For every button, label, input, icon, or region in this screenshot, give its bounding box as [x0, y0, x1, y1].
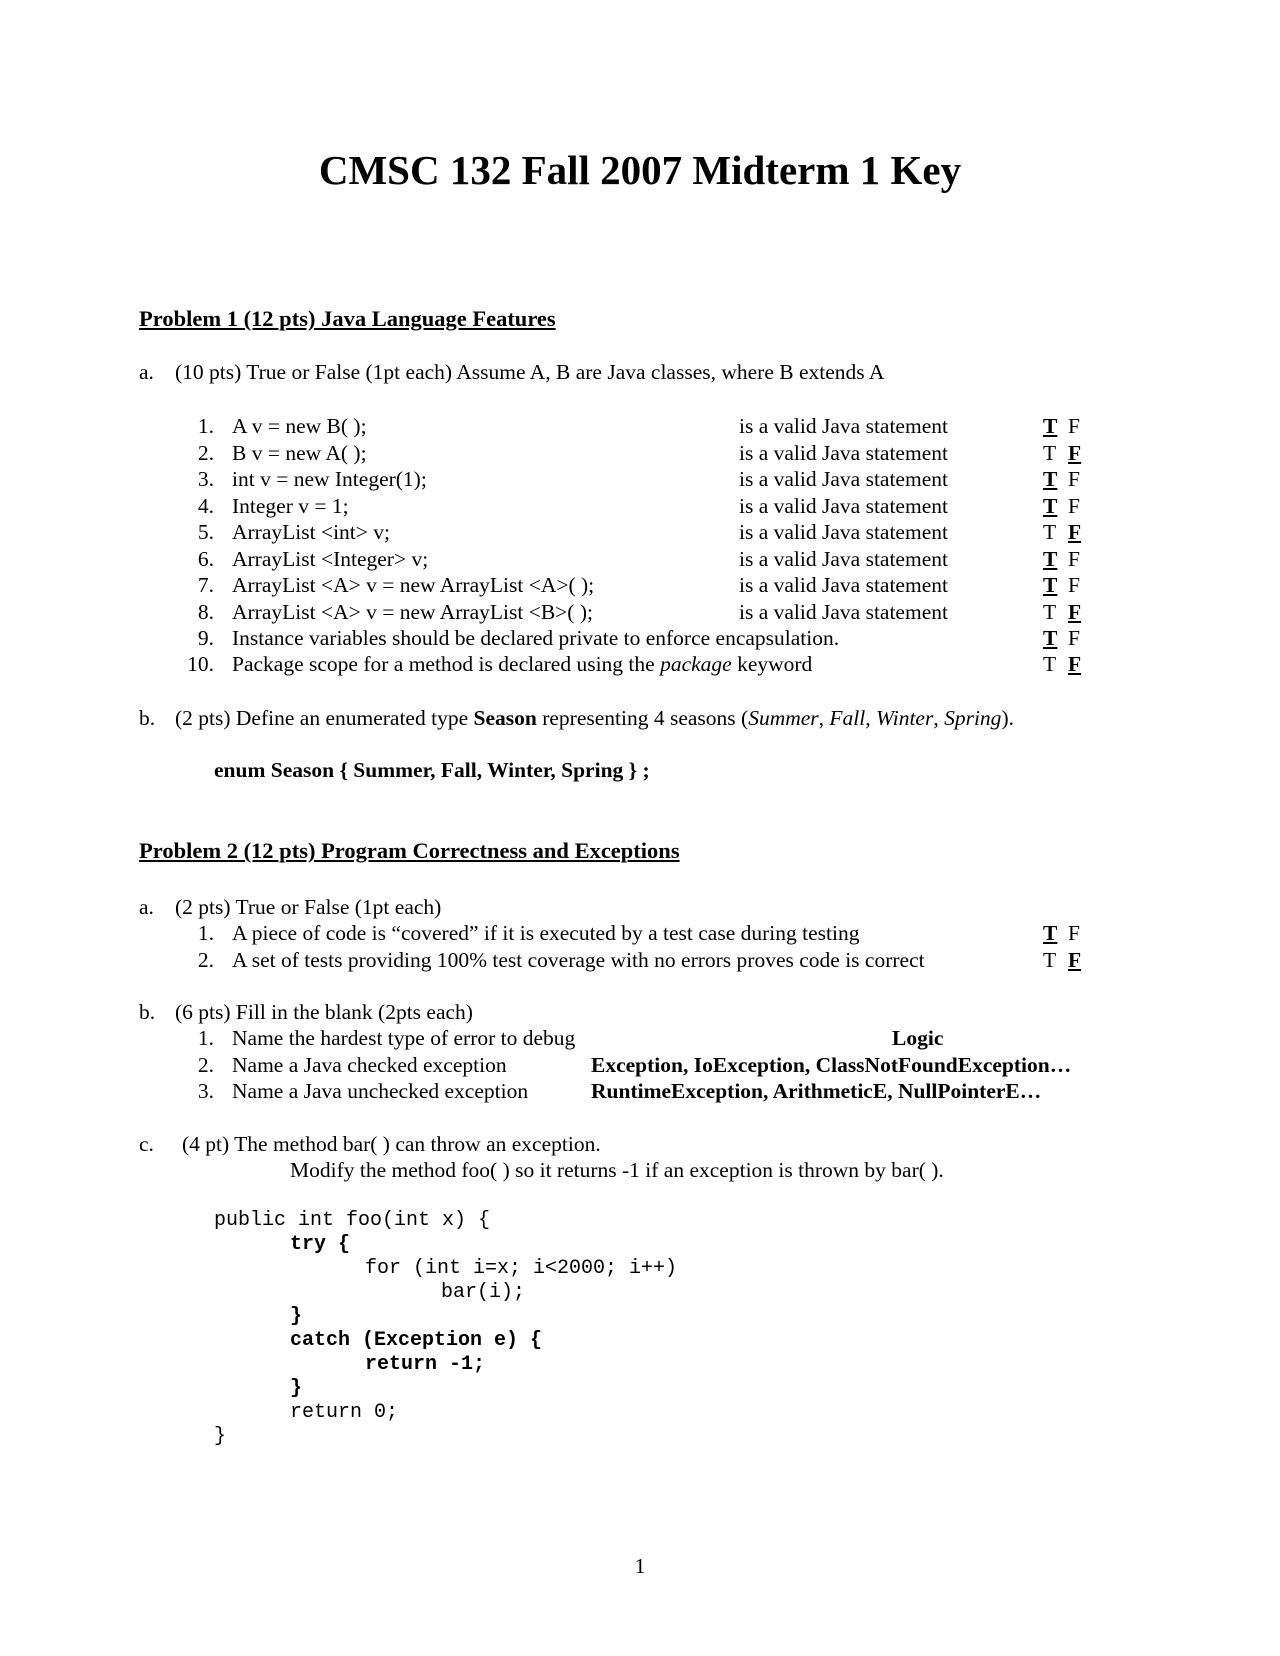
p1-item9-num: 9.	[197, 626, 214, 650]
p1-item2-false-answer: F	[1068, 441, 1082, 465]
p2b-item3-text: Name a Java unchecked exception	[232, 1079, 529, 1103]
p1-item6-false: F	[1068, 547, 1080, 571]
p1-item3-false: F	[1068, 467, 1080, 491]
p1-item1-text: A v = new B( );	[232, 414, 367, 438]
p1b-text: (2 pts) Define an enumerated type Season representing 4 seasons (Summer, Fall, Winter, Spring).	[175, 706, 1014, 730]
p2c-text-1: (4 pt) The method bar( ) can throw an exception.	[182, 1132, 601, 1156]
p1-item7-num: 7.	[197, 573, 214, 597]
page-title: CMSC 132 Fall 2007 Midterm 1 Key	[318, 147, 962, 193]
p2b-item2-num: 2.	[197, 1053, 214, 1077]
p1-item5-suffix: is a valid Java statement	[739, 520, 948, 544]
p1b-answer: enum Season { Summer, Fall, Winter, Spring } ;	[214, 758, 650, 782]
p2c-text-2: Modify the method foo( ) so it returns -1 if an exception is thrown by bar( ).	[290, 1158, 944, 1182]
p1-item1-num: 1.	[197, 414, 214, 438]
p1-item8-true: T	[1043, 600, 1057, 624]
p2b-text: (6 pts) Fill in the blank (2pts each)	[175, 1000, 473, 1024]
p1-item8-suffix: is a valid Java statement	[739, 600, 948, 624]
p1-item2-text: B v = new A( );	[232, 441, 367, 465]
p1-item7-text: ArrayList <A> v = new ArrayList <A>( );	[232, 573, 595, 597]
p2b-item2-text: Name a Java checked exception	[232, 1053, 507, 1077]
p1-item4-num: 4.	[197, 494, 214, 518]
p1-item2-num: 2.	[197, 441, 214, 465]
code-line-10: }	[214, 1425, 227, 1448]
code-line-1: public int foo(int x) {	[214, 1209, 491, 1232]
p1-item6-text: ArrayList <Integer> v;	[232, 547, 429, 571]
p1-item7-suffix: is a valid Java statement	[739, 573, 948, 597]
p2a-item1-true-answer: T	[1043, 921, 1058, 945]
p2a-item2-num: 2.	[197, 948, 214, 972]
p2b-item3-answer: RuntimeException, ArithmeticE, NullPointerE…	[591, 1079, 1042, 1103]
p1-item10-num: 10.	[187, 652, 214, 676]
p1-item8-false-answer: F	[1068, 600, 1082, 624]
code-line-6: catch (Exception e) {	[290, 1329, 543, 1352]
p2b-item2-answer: Exception, IoException, ClassNotFoundException…	[591, 1053, 1072, 1077]
p1-item3-true-answer: T	[1043, 467, 1058, 491]
p1-item3-num: 3.	[197, 467, 214, 491]
p1-item5-true: T	[1043, 520, 1057, 544]
p2a-item2-text: A set of tests providing 100% test coverage with no errors proves code is correct	[232, 948, 925, 972]
p1-item3-text: int v = new Integer(1);	[232, 467, 427, 491]
p1-item9-text: Instance variables should be declared private to enforce encapsulation.	[232, 626, 840, 650]
p2b-item1-answer: Logic	[892, 1026, 944, 1050]
p2a-item1-false: F	[1068, 921, 1080, 945]
problem-2-heading: Problem 2 (12 pts) Program Correctness and Exceptions	[139, 838, 680, 863]
p2a-item1-num: 1.	[197, 921, 214, 945]
p1-item6-true-answer: T	[1043, 547, 1058, 571]
p1-item4-suffix: is a valid Java statement	[739, 494, 948, 518]
problem-1-heading: Problem 1 (12 pts) Java Language Features	[139, 306, 556, 331]
p1-item7-true-answer: T	[1043, 573, 1058, 597]
code-line-2: try {	[290, 1233, 351, 1256]
p2b-item1-text: Name the hardest type of error to debug	[232, 1026, 576, 1050]
code-line-3: for (int i=x; i<2000; i++)	[365, 1257, 678, 1280]
p1-item4-text: Integer v = 1;	[232, 494, 349, 518]
p1-item6-num: 6.	[197, 547, 214, 571]
p2a-text: (2 pts) True or False (1pt each)	[175, 895, 442, 919]
p2b-label: b.	[139, 1000, 156, 1024]
p1-item8-num: 8.	[197, 600, 214, 624]
p1-item5-false-answer: F	[1068, 520, 1082, 544]
p2a-label: a.	[139, 895, 154, 919]
p2b-item3-num: 3.	[197, 1079, 214, 1103]
p2b-item1-num: 1.	[197, 1026, 214, 1050]
p2a-item1-text: A piece of code is “covered” if it is executed by a test case during testing	[232, 921, 860, 945]
p2a-item2-true: T	[1043, 948, 1057, 972]
p1-item1-true-answer: T	[1043, 414, 1058, 438]
p1-item7-false: F	[1068, 573, 1080, 597]
p1-item4-true-answer: T	[1043, 494, 1058, 518]
p1-item10-false-answer: F	[1068, 652, 1082, 676]
page-number: 1	[634, 1554, 646, 1578]
p1-item10-true: T	[1043, 652, 1057, 676]
p1-item6-suffix: is a valid Java statement	[739, 547, 948, 571]
p1-item2-true: T	[1043, 441, 1057, 465]
code-line-5: }	[290, 1305, 303, 1328]
p2a-item2-false-answer: F	[1068, 948, 1082, 972]
p1-item4-false: F	[1068, 494, 1080, 518]
p1-item10-text: Package scope for a method is declared using the package keyword	[232, 652, 813, 676]
p2c-label: c.	[139, 1132, 154, 1156]
code-line-4: bar(i);	[441, 1281, 526, 1304]
p1-item8-text: ArrayList <A> v = new ArrayList <B>( );	[232, 600, 593, 624]
p1-item3-suffix: is a valid Java statement	[739, 467, 948, 491]
p1a-label: a.	[139, 360, 154, 384]
p1-item5-num: 5.	[197, 520, 214, 544]
p1-item5-text: ArrayList <int> v;	[232, 520, 391, 544]
code-line-9: return 0;	[290, 1401, 399, 1424]
p1-item1-false: F	[1068, 414, 1080, 438]
p1-item9-true-answer: T	[1043, 626, 1058, 650]
p1-item2-suffix: is a valid Java statement	[739, 441, 948, 465]
p1-item9-false: F	[1068, 626, 1080, 650]
p1a-text: (10 pts) True or False (1pt each) Assume A, B are Java classes, where B extends A	[175, 360, 885, 384]
p1b-label: b.	[139, 706, 156, 730]
code-line-8: }	[290, 1377, 303, 1400]
code-line-7: return -1;	[365, 1353, 486, 1376]
p1-item1-suffix: is a valid Java statement	[739, 414, 948, 438]
